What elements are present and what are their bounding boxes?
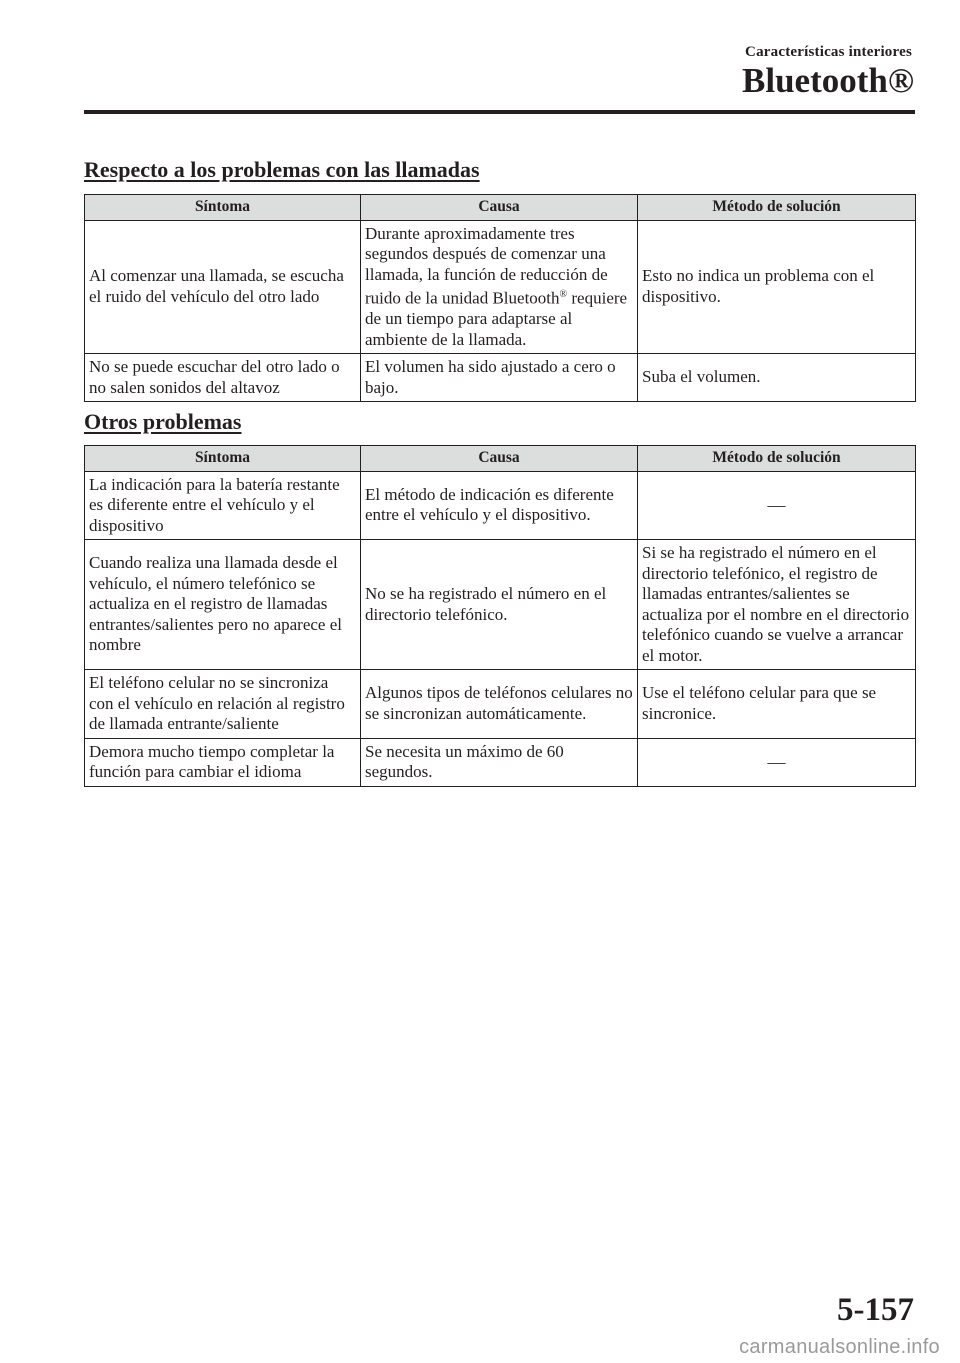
column-header-cause: Causa: [361, 195, 638, 221]
section-label: Características interiores: [745, 44, 912, 60]
table-row: [85, 670, 916, 739]
cause-cell: Se necesita un máximo de 60 segundos.: [361, 738, 638, 786]
column-header-symptom: Síntoma: [85, 446, 361, 472]
table-header-row: [85, 446, 916, 472]
header-rule: [84, 110, 915, 114]
cause-text-cont: requiere de un tiempo para adaptarse al ambiente de la llamada.: [365, 288, 628, 349]
solution-cell: Si se ha registrado el número en el directorio telefónico, el registro de llamadas entrantes/salientes se actualiza por el nombre en el directorio telefónico cuando se vuelve a arrancar el motor.: [638, 540, 916, 670]
table-row: [85, 220, 916, 354]
symptom-cell: El teléfono celular no se sincroniza con el vehículo en relación al registro de llamada entrante/saliente: [85, 670, 361, 739]
solution-cell: —: [638, 471, 916, 540]
table-row: [85, 354, 916, 402]
symptom-cell: No se puede escuchar del otro lado o no salen sonidos del altavoz: [85, 354, 361, 402]
cause-cell: El volumen ha sido ajustado a cero o bajo.: [361, 354, 638, 402]
cause-cell: No se ha registrado el número en el directorio telefónico.: [361, 540, 638, 670]
symptom-cell: Al comenzar una llamada, se escucha el ruido del vehículo del otro lado: [85, 220, 361, 354]
solution-cell: Use el teléfono celular para que se sincronice.: [638, 670, 916, 739]
symptom-cell: Demora mucho tiempo completar la función para cambiar el idioma: [85, 738, 361, 786]
cause-cell: El método de indicación es diferente entre el vehículo y el dispositivo.: [361, 471, 638, 540]
table-row: [85, 738, 916, 786]
table-row: [85, 471, 916, 540]
table-header-row: [85, 195, 916, 221]
cause-cell: [361, 220, 638, 354]
cause-text: Durante aproximadamente tres segundos después de comenzar una llamada, la función de reducción de ruido de la unidad Bluetooth: [365, 223, 608, 308]
symptom-cell: Cuando realiza una llamada desde el vehículo, el número telefónico se actualiza en el registro de llamadas entrantes/salientes pero no aparece el nombre: [85, 540, 361, 670]
symptom-cell: La indicación para la batería restante es diferente entre el vehículo y el dispositivo: [85, 471, 361, 540]
section-title-calls: Respecto a los problemas con las llamadas: [84, 157, 480, 182]
other-problems-table: [84, 445, 916, 787]
solution-cell: Esto no indica un problema con el dispositivo.: [638, 220, 916, 354]
solution-cell: Suba el volumen.: [638, 354, 916, 402]
table-row: [85, 540, 916, 670]
section-title-other: Otros problemas: [84, 409, 242, 434]
watermark-link[interactable]: carmanualsonline.info: [739, 1336, 940, 1358]
calls-problems-table: [84, 194, 916, 402]
column-header-solution: Método de solución: [638, 195, 916, 221]
registered-mark: ®: [559, 289, 568, 300]
column-header-cause: Causa: [361, 446, 638, 472]
solution-cell: —: [638, 738, 916, 786]
page-title: Bluetooth®: [742, 61, 914, 100]
column-header-symptom: Síntoma: [85, 195, 361, 221]
page-number: 5-157: [837, 1292, 914, 1328]
cause-cell: Algunos tipos de teléfonos celulares no se sincronizan automáticamente.: [361, 670, 638, 739]
column-header-solution: Método de solución: [638, 446, 916, 472]
